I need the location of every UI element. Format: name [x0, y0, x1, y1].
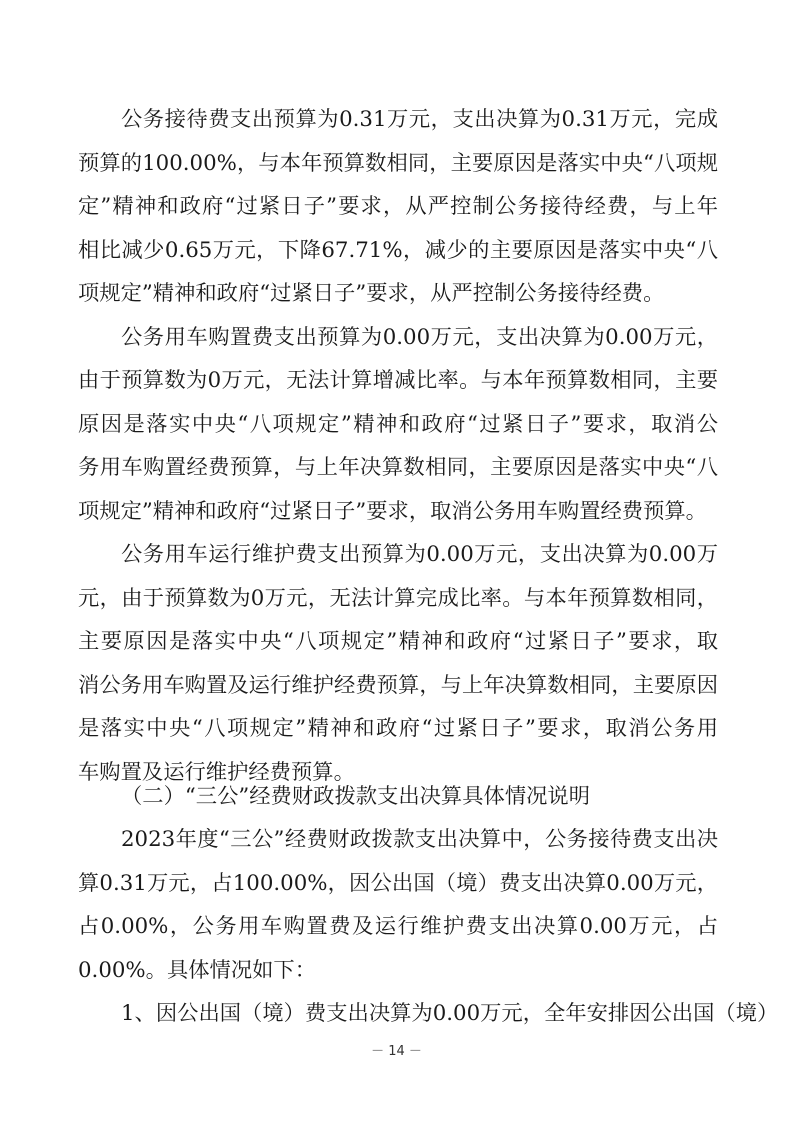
para-summary-line: 算0.31万元，占100.00%，因公出国（境）费支出决算0.00万元， [78, 870, 718, 896]
para-vehicle-operation-line: 车购置及运行维护经费预算。 [78, 759, 355, 785]
para-summary-line: 2023年度“三公”经费财政拨款支出决算中，公务接待费支出决 [121, 827, 718, 852]
para-vehicle-purchase-line: 原因是落实中央“八项规定”精神和政府“过紧日子”要求，取消公 [78, 411, 718, 437]
section-heading: （二）“三公”经费财政拨款支出决算具体情况说明 [121, 784, 591, 809]
para-vehicle-purchase-line: 公务用车购置费支出预算为0.00万元，支出决算为0.00万元， [121, 324, 718, 350]
page-number: － 14 － [371, 1044, 422, 1059]
para-reception-line: 预算的100.00%，与本年预算数相同，主要原因是落实中央“八项规 [78, 150, 718, 176]
para-vehicle-operation-line: 是落实中央“八项规定”精神和政府“过紧日子”要求，取消公务用 [78, 716, 718, 741]
para-vehicle-operation-line: 主要原因是落实中央“八项规定”精神和政府“过紧日子”要求，取 [78, 629, 718, 654]
para-reception-line: 相比减少0.65万元，下降67.71%，减少的主要原因是落实中央“八 [78, 237, 718, 263]
para-vehicle-purchase-line: 由于预算数为0万元，无法计算增减比率。与本年预算数相同，主要 [78, 368, 718, 393]
para-reception-line: 项规定”精神和政府“过紧日子”要求，从严控制公务接待经费。 [78, 281, 665, 306]
para-summary-line: 占0.00%，公务用车购置费及运行维护费支出决算0.00万元，占 [78, 914, 718, 939]
para-reception-line: 定”精神和政府“过紧日子”要求，从严控制公务接待经费，与上年 [78, 194, 718, 219]
para-summary-line: 0.00%。具体情况如下： [78, 957, 317, 983]
para-vehicle-operation-line: 消公务用车购置及运行维护经费预算，与上年决算数相同，主要原因 [78, 672, 718, 698]
para-vehicle-operation-line: 元，由于预算数为0万元，无法计算完成比率。与本年预算数相同， [78, 585, 718, 611]
para-reception-line: 公务接待费支出预算为0.31万元，支出决算为0.31万元，完成 [121, 107, 718, 132]
para-vehicle-purchase-line: 项规定”精神和政府“过紧日子”要求，取消公务用车购置经费预算。 [78, 498, 707, 524]
para-vehicle-operation-line: 公务用车运行维护费支出预算为0.00万元，支出决算为0.00万 [121, 542, 718, 567]
para-abroad-line: 1、因公出国（境）费支出决算为0.00万元，全年安排因公出国（境） [121, 1001, 779, 1026]
para-vehicle-purchase-line: 务用车购置经费预算，与上年决算数相同，主要原因是落实中央“八 [78, 455, 718, 480]
